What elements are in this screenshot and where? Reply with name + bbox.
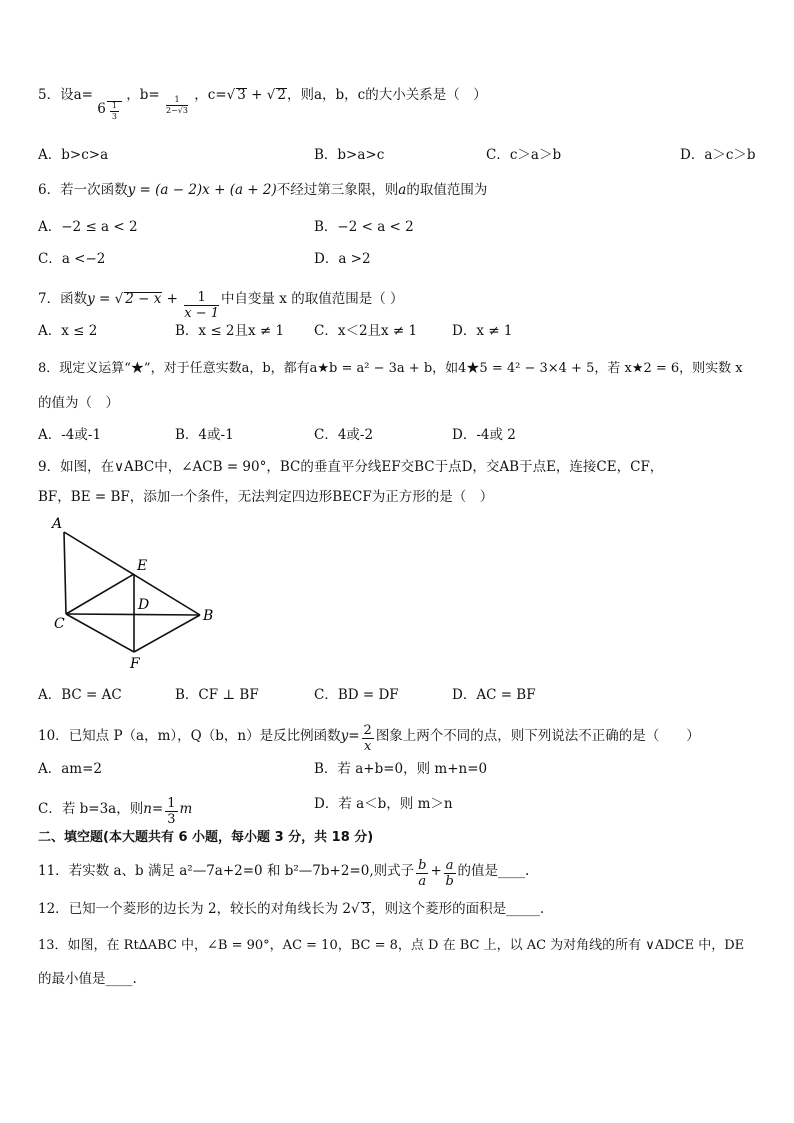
q10-option-c: C．若 b=3a，则n= $\frac{1}{3}$ m (38, 796, 193, 827)
q10-fraction: $\frac{2}{x}$ (363, 723, 372, 754)
q9-option-a: A．BC = AC (38, 687, 122, 703)
label-b: B (203, 608, 214, 624)
q11-stem: 11．若实数 a、b 满足 a²—7a+2=0 和 b²—7b+2=0,则式子 $\frac{b}{a}$ + $\frac{a}{b}$ 的值是____. (38, 858, 530, 889)
q5-option-c: C．c＞a＞b (486, 147, 562, 163)
q7-option-c: C．x＜2且x ≠ 1 (314, 323, 418, 339)
q12-stem: 12．已知一个菱形的边长为 2，较长的对角线长为 2√ 3，则这个菱形的面积是_____. (38, 901, 545, 917)
q5-option-b: B．b>a>c (314, 147, 385, 163)
q13-stem-line2: 的最小值是____. (38, 971, 137, 987)
q7-option-a: A．x ≤ 2 (38, 323, 98, 339)
q9-option-b: B．CF ⊥ BF (175, 687, 259, 703)
q7-option-b: B．x ≤ 2且x ≠ 1 (175, 323, 285, 339)
q7-option-d: D．x ≠ 1 (452, 323, 513, 339)
q5-c-expr: √ 3 + √ 2 (226, 87, 286, 103)
q10-option-a: A．am=2 (38, 761, 102, 777)
q5-a-expr: 6 $\frac{1}{3}$ (97, 100, 122, 121)
label-f: F (130, 656, 140, 672)
q9-stem-line1: 9．如图，在∨ABC中，∠ACB = 90°，BC的垂直平分线EF交BC于点D，交AB于点E，连接CE，CF， (38, 459, 664, 475)
segment-fb (134, 615, 200, 652)
label-a: A (52, 516, 63, 532)
q10-option-d: D．若 a＜b，则 m＞n (314, 796, 453, 812)
q8-option-d: D．-4或 2 (452, 427, 516, 443)
q9-option-c: C．BD = DF (314, 687, 399, 703)
q6-option-b: B．−2 < a < 2 (314, 219, 414, 235)
q8-option-b: B．4或-1 (175, 427, 234, 443)
label-c: C (54, 616, 65, 632)
q11-fraction-2: $\frac{a}{b}$ (445, 858, 454, 889)
q10-stem: 10．已知点 P（a，m），Q（b，n）是反比例函数y= $\frac{2}{x}$ 图象上两个不同的点，则下列说法不正确的是（ ） (38, 723, 700, 754)
section-2-heading: 二、填空题(本大题共有 6 小题，每小题 3 分，共 18 分) (38, 830, 374, 845)
segment-cf (66, 614, 134, 652)
q8-option-a: A．-4或-1 (38, 427, 102, 443)
q7-stem: 7．函数y = √ 2 − x + $\frac{1}{x - 1}$ 中自变量 x 的取值范围是（ ） (38, 290, 404, 321)
q8-stem-line2: 的值为（ ） (38, 395, 119, 411)
q9-option-d: D．AC = BF (452, 687, 536, 703)
q9-geometry-figure (40, 512, 230, 677)
segment-cb (66, 614, 200, 615)
q8-stem-line1: 8．现定义运算“★”，对于任意实数a，b，都有a★b = a² − 3a + b，如4★5 = 4² − 3×4 + 5，若 x★2 = 6，则实数 x (38, 361, 743, 376)
q6-option-d: D．a >2 (314, 251, 371, 267)
segment-ce (66, 574, 134, 614)
q9-stem-line2: BF，BE = BF，添加一个条件，无法判定四边形BECF为正方形的是（ ） (38, 489, 494, 505)
q6-stem: 6．若一次函数y = (a − 2)x + (a + 2)不经过第三象限，则a的取值范围为 (38, 182, 488, 198)
q7-fraction: $\frac{1}{x - 1}$ (184, 290, 220, 321)
segment-ac (64, 532, 66, 614)
q13-stem-line1: 13．如图，在 Rt∆ABC 中，∠B = 90°，AC = 10，BC = 8，点 D 在 BC 上，以 AC 为对角线的所有 ∨ADCE 中，DE (38, 938, 745, 953)
q10-option-b: B．若 a+b=0，则 m+n=0 (314, 761, 488, 777)
label-d: D (138, 597, 150, 613)
q5-b-expr: $\frac{1}{2-√3}$ (166, 95, 188, 115)
q11-fraction-1: $\frac{b}{a}$ (418, 858, 427, 889)
q5-option-d: D．a＞c＞b (680, 147, 756, 163)
label-e: E (137, 558, 148, 574)
q6-option-a: A．−2 ≤ a < 2 (38, 219, 138, 235)
q5-option-a: A．b>c>a (38, 147, 109, 163)
q8-option-c: C．4或-2 (314, 427, 374, 443)
q6-option-c: C．a <−2 (38, 251, 106, 267)
q5-stem: 5．设a= 6 $\frac{1}{3}$ ，b= $\frac{1}{2-√3}$ ，c=√ 3 + √ 2，则a，b，c的大小关系是（ ） (38, 87, 487, 121)
